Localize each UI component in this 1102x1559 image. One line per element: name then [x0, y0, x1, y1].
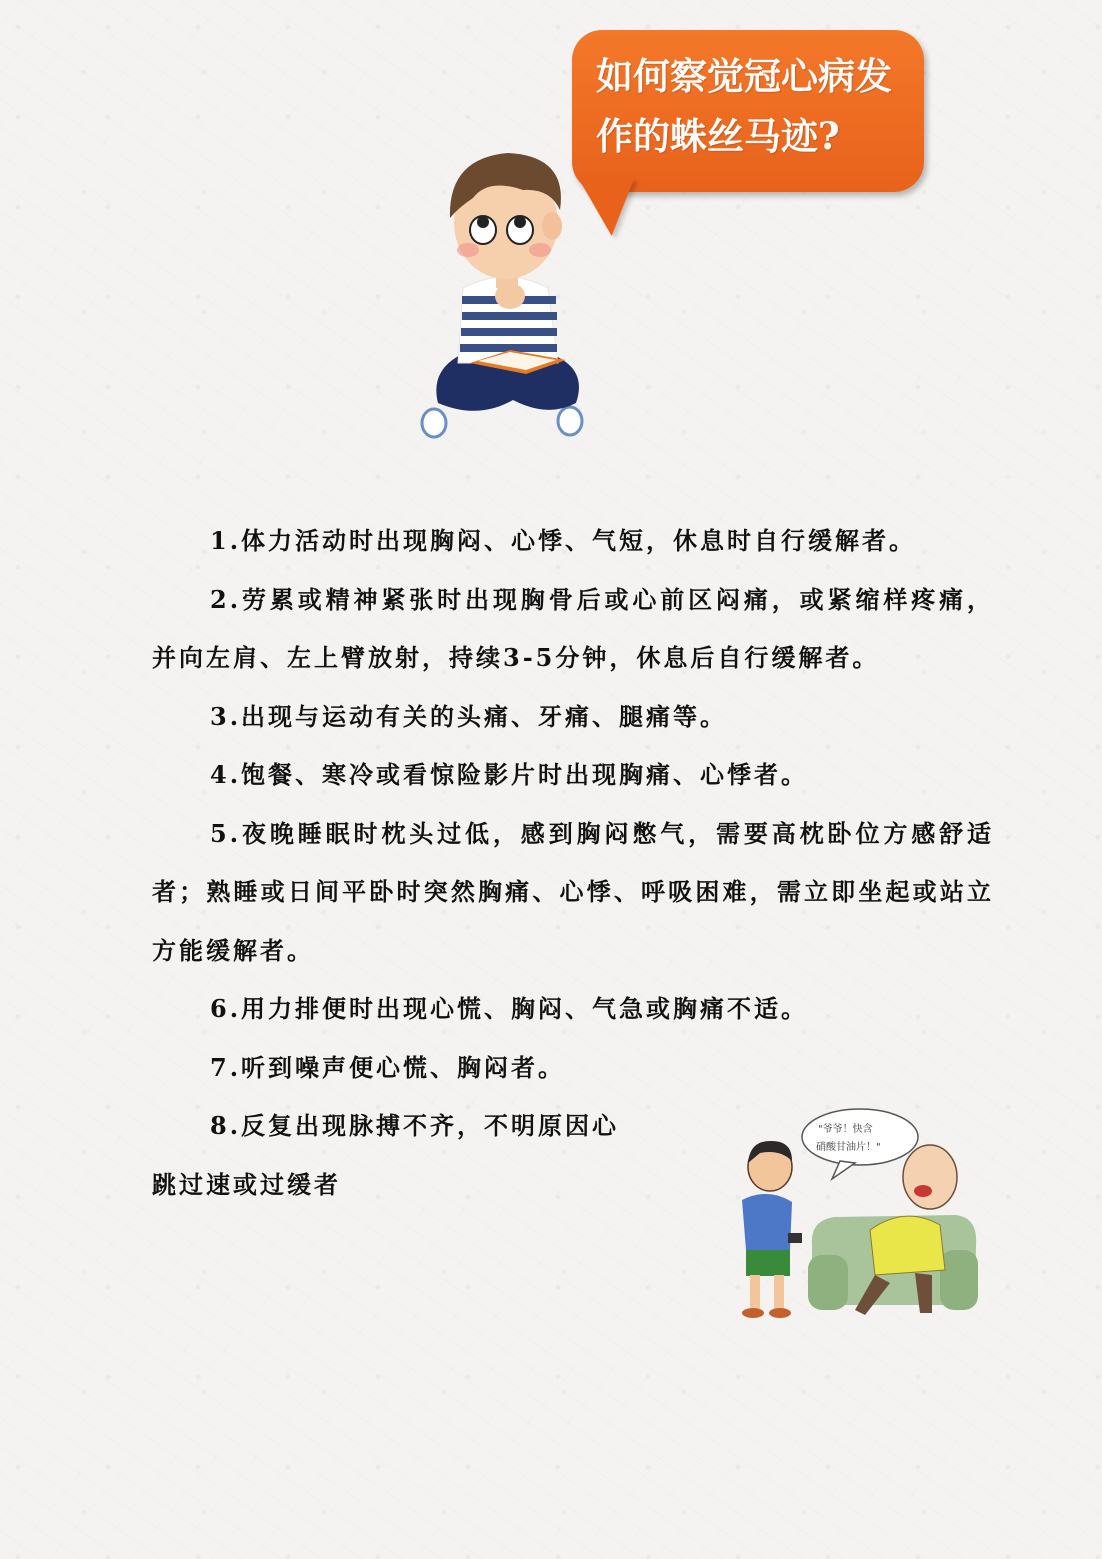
list-item: 1.体力活动时出现胸闷、心悸、气短，休息时自行缓解者。: [210, 526, 917, 555]
list-item-line: 跳过速或过缓者: [152, 1169, 341, 1199]
list-item-line: 8.反复出现脉搏不齐，不明原因心: [210, 1111, 620, 1140]
list-item: 7.听到噪声便心慌、胸闷者。: [210, 1052, 566, 1082]
list-item: 3.出现与运动有关的头痛、牙痛、腿痛等。: [210, 701, 728, 731]
scene-speech-line1: "爷爷！快含: [818, 1124, 873, 1135]
list-item: 5.夜晚睡眠时枕头过低，感到胸闷憋气，需要高枕卧位方感舒适者；熟睡或日间平卧时突然胸痛、心悸、呼吸困难，需立即坐起或站立方能缓解者。: [152, 818, 994, 965]
list-item: 2.劳累或精神紧张时出现胸骨后或心前区闷痛，或紧缩样疼痛，并向左肩、左上臂放射，持续3-5分钟，休息后自行缓解者。: [152, 584, 994, 672]
list-item: 6.用力排便时出现心慌、胸闷、气急或胸痛不适。: [210, 994, 809, 1023]
grandpa-scene-illustration: [720, 1105, 982, 1327]
scene-speech-line2: 硝酸甘油片！": [816, 1142, 881, 1153]
thinking-boy-illustration: [418, 138, 598, 443]
list-item: 4.饱餐、寒冷或看惊险影片时出现胸痛、心悸者。: [210, 760, 809, 789]
bubble-title: 如何察觉冠心病发作的蛛丝马迹?: [596, 54, 892, 158]
